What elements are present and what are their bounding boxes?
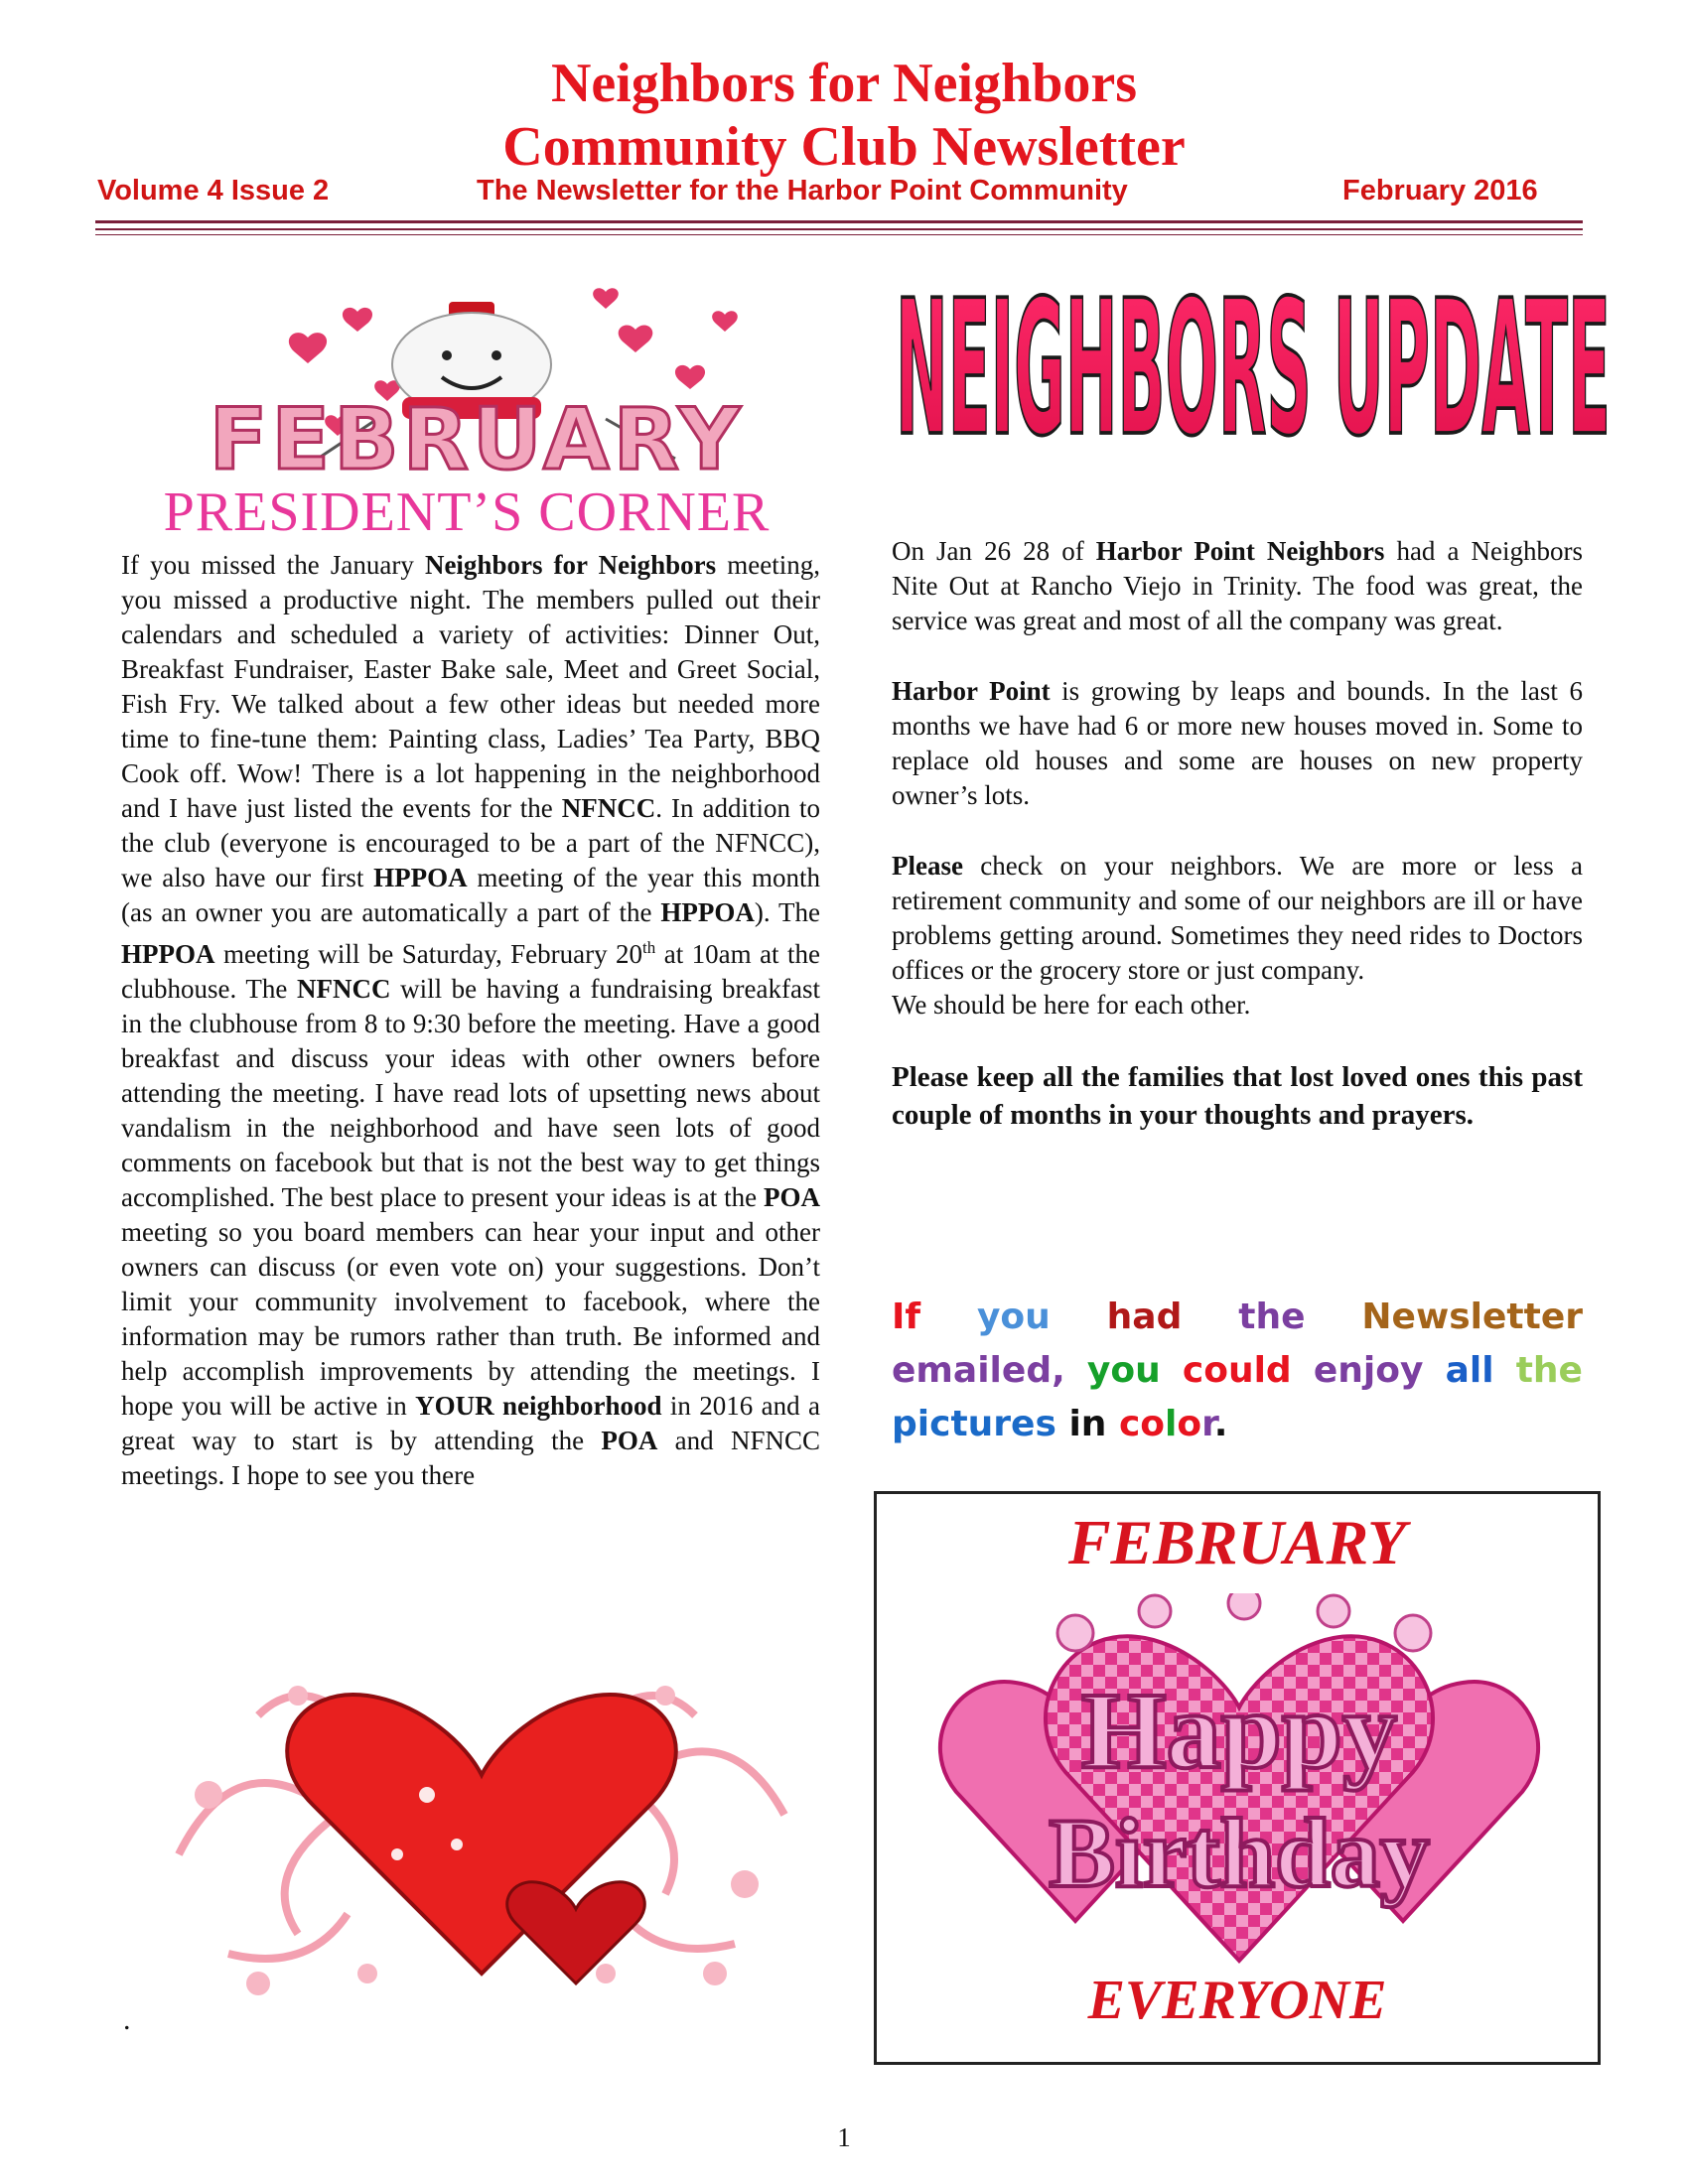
- email-note-word: had: [1106, 1297, 1183, 1337]
- neighbors-update-wordart: [884, 254, 1618, 492]
- happy-birthday-hearts-graphic: [926, 1593, 1552, 1971]
- small-heart-icon: [507, 1882, 645, 1983]
- text-run: th: [642, 938, 656, 957]
- text-run: If you missed the January: [121, 550, 425, 580]
- issue-date: February 2016: [1342, 175, 1538, 206]
- stray-dot: .: [123, 2003, 131, 2036]
- presidents-corner-text: [121, 548, 820, 1493]
- email-note-word: Newsletter: [1361, 1297, 1583, 1337]
- text-run: meeting, you missed a productive night. The members pulled out their calendars and scheduled a variety of activities: Dinner Out, Breakfast Fundraiser, Easter Bake sale, Meet and Greet Social, Fish Fry. We talked about a few other ideas but needed more time to fine-tune them: Painting class, Ladies’ Tea Party, BBQ Cook off. Wow! There is a lot happening in the neighborhood and I have just listed the events for the: [121, 550, 820, 823]
- email-note-word: all: [1445, 1350, 1494, 1391]
- birthday-everyone: EVERYONE: [1087, 1970, 1387, 2031]
- text-run: is growing by leaps and bounds. In the last 6 months we have had 6 or more new houses moved in. Some to replace old houses and some are houses on new property owner’s lots.: [892, 676, 1583, 810]
- page-number: 1: [837, 2122, 851, 2152]
- bold-text-run: Please: [892, 851, 963, 881]
- text-run: ). The: [754, 897, 820, 927]
- text-run: at 10am at the clubhouse. The: [121, 939, 820, 1004]
- tagline: The Newsletter for the Harbor Point Community: [477, 175, 1128, 206]
- update-paragraph-1: [892, 534, 1583, 638]
- text-run: had a Neighbors Nite Out at Rancho Viejo in Trinity. The food was great, the service was great and most of all the company was great.: [892, 536, 1584, 635]
- header-rule: [95, 234, 1583, 235]
- bold-text-run: HPPOA: [660, 897, 755, 927]
- volume-issue: Volume 4 Issue 2: [97, 175, 330, 206]
- text-run: will be having a fundraising breakfast in the clubhouse from 8 to 9:30 before the meeting. Have a good breakfast and discuss your ideas with other owners before attending the meeting. I have read lots of upsetting news about vandalism in the neighborhood and have seen lots of good comments on facebook but that is not the best way to get things accomplished. The best place to present your ideas is at the: [121, 974, 820, 1212]
- february-snowman-graphic: [139, 260, 814, 478]
- header-rule: [95, 228, 1583, 230]
- text-run: check on your neighbors. We are more or less a retirement community and some of our neighbors are ill or have problems getting around. Sometimes they need rides to Doctors offices or the grocery store or just company.: [892, 851, 1583, 985]
- text-run: meeting of the year this month (as an owner you are automatically a part of the: [121, 863, 821, 927]
- bold-text-run: POA: [601, 1426, 658, 1455]
- bold-text-run: YOUR neighborhood: [415, 1391, 662, 1421]
- text-run: On Jan 26 28 of: [892, 536, 1096, 566]
- newsletter-title-line1: Neighbors for Neighbors: [550, 53, 1138, 114]
- february-banner-word: FEBRUARY: [209, 390, 745, 478]
- bold-text-run: NFNCC: [561, 793, 656, 823]
- birthday-word: Birthday: [1049, 1798, 1430, 1908]
- email-note-word: emailed,: [892, 1350, 1065, 1391]
- email-note-word: co: [1118, 1404, 1166, 1444]
- email-note-word: could: [1182, 1350, 1292, 1391]
- email-note-word: you: [976, 1297, 1051, 1337]
- update-paragraph-3b: We should be here for each other.: [892, 990, 1251, 1020]
- email-note-word: enjoy: [1313, 1350, 1424, 1391]
- email-note-word: you: [1086, 1350, 1161, 1391]
- text-run: and NFNCC meetings. I hope to see you there: [121, 1426, 820, 1490]
- newsletter-title-line2: Community Club Newsletter: [502, 116, 1186, 178]
- bold-text-run: NFNCC: [296, 974, 391, 1004]
- email-note-word: o: [1177, 1404, 1202, 1444]
- neighbors-update-text: [892, 534, 1583, 1169]
- email-note-word: in: [1068, 1404, 1107, 1444]
- text-run: . In addition to the club (everyone is encouraged to be a part of the NFNCC), we also have our first: [121, 793, 820, 892]
- email-note-word: r: [1201, 1404, 1214, 1444]
- update-paragraph-2: [892, 674, 1583, 813]
- valentine-heart-graphic: [139, 1656, 824, 2003]
- email-note-word: the: [1238, 1297, 1306, 1337]
- email-note-word: pictures: [892, 1404, 1056, 1444]
- bold-text-run: HPPOA: [373, 863, 468, 892]
- email-note-word: the: [1515, 1350, 1583, 1391]
- bold-text-run: HPPOA: [121, 939, 215, 969]
- birthday-month: FEBRUARY: [1067, 1507, 1407, 1577]
- neighbors-update-title: NEIGHBORS UPDATE: [896, 260, 1611, 478]
- header-rule: [95, 220, 1583, 223]
- birthday-box: [874, 1491, 1601, 2065]
- presidents-corner-title: PRESIDENT’S CORNER: [163, 481, 771, 543]
- email-newsletter-note: [892, 1291, 1583, 1451]
- email-note-word: l: [1165, 1404, 1178, 1444]
- text-run: meeting will be Saturday, February 20: [214, 939, 643, 969]
- text-run: meeting so you board members can hear your input and other owners can discuss (or even vote on) your suggestions. Don’t limit your community involvement to facebook, where the information may be rumors rather than truth. Be informed and help accomplish improvements by attending the meetings. I hope you will be active in: [121, 1217, 820, 1421]
- email-note-word: If: [892, 1297, 921, 1337]
- update-paragraph-3: [892, 849, 1583, 988]
- happy-word: Happy: [1081, 1670, 1397, 1791]
- bold-text-run: POA: [764, 1182, 820, 1212]
- update-paragraph-4: Please keep all the families that lost loved ones this past couple of months in your thoughts and prayers.: [892, 1061, 1583, 1131]
- bold-text-run: Harbor Point Neighbors: [1095, 536, 1385, 566]
- text-run: in 2016 and a great way to start is by attending the: [121, 1391, 820, 1455]
- bold-text-run: Harbor Point: [892, 676, 1051, 706]
- email-note-word: .: [1213, 1404, 1228, 1444]
- bold-text-run: Neighbors for Neighbors: [424, 550, 717, 580]
